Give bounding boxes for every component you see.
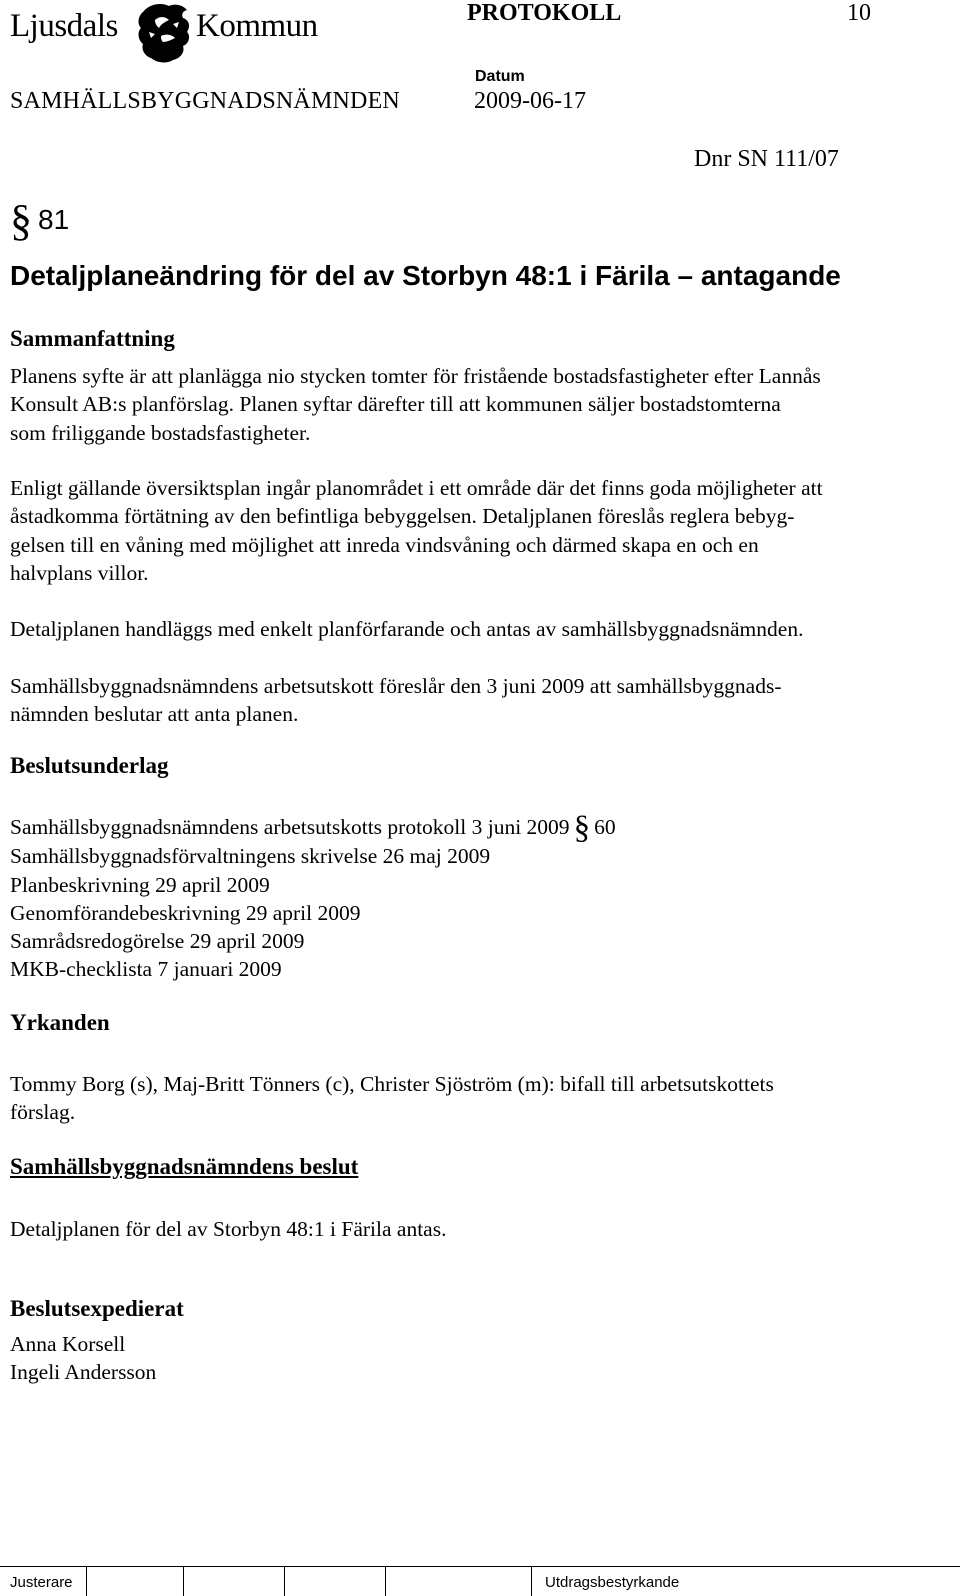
motions-paragraph xyxy=(10,1070,945,1127)
text-line: Planens syfte är att planlägga nio stycken tomter för fristående bostadsfastigheter efter Lannås xyxy=(10,364,821,388)
summary-paragraph-2 xyxy=(10,474,945,587)
list-item: Planbeskrivning 29 april 2009 xyxy=(10,872,270,897)
text-line: nämnden beslutar att anta planen. xyxy=(10,702,299,727)
footer-utdrag-label: Utdragsbestyrkande xyxy=(545,1574,680,1591)
heading-beslutsunderlag: Beslutsunderlag xyxy=(10,753,169,778)
text-line: Samhällsbyggnadsnämndens arbetsutskott föreslår den 3 juni 2009 att samhällsbyggnads- xyxy=(10,674,782,698)
list-item-number: 60 xyxy=(594,815,616,839)
text-line: åstadkomma förtätning av den befintliga bebyggelsen. Detaljplanen föreslås reglera bebyg- xyxy=(10,504,795,529)
section-number xyxy=(10,195,69,246)
organization-name: SAMHÄLLSBYGGNADSNÄMNDEN xyxy=(10,88,400,114)
logo-text-right: Kommun xyxy=(196,8,318,44)
text-line: halvplans villor. xyxy=(10,560,149,585)
signature-box xyxy=(86,1566,87,1596)
summary-paragraph-4 xyxy=(10,672,945,729)
list-item: Anna Korsell xyxy=(10,1332,126,1356)
date-label: Datum xyxy=(475,68,525,85)
text-line: gelsen till en våning med möjlighet att inreda vindsvåning och därmed skapa en och en xyxy=(10,532,759,557)
list-item xyxy=(10,810,945,846)
section-number-value: 81 xyxy=(38,204,70,235)
heading-decision: Samhällsbyggnadsnämndens beslut xyxy=(10,1154,359,1179)
signature-box xyxy=(183,1566,184,1596)
list-item: MKB-checklista 7 januari 2009 xyxy=(10,957,282,982)
text-line: Konsult AB:s planförslag. Planen syftar därefter till att kommunen säljer bostadstomterna xyxy=(10,392,781,417)
date-value: 2009-06-17 xyxy=(474,88,586,114)
footer-justerare-label: Justerare xyxy=(10,1574,73,1591)
text-line: Tommy Borg (s), Maj-Britt Tönners (c), Christer Sjöström (m): bifall till arbetsutskottets xyxy=(10,1072,774,1096)
section-title: Detaljplaneändring för del av Storbyn 48:1 i Färila – antagande xyxy=(10,260,841,291)
diary-number: Dnr SN 111/07 xyxy=(694,146,839,172)
list-item: Genomförandebeskrivning 29 april 2009 xyxy=(10,900,361,925)
basis-list xyxy=(10,810,945,984)
logo-text-left: Ljusdals xyxy=(10,8,118,44)
list-item: Samhällsbyggnadsförvaltningens skrivelse 26 maj 2009 xyxy=(10,844,491,869)
list-item: Ingeli Andersson xyxy=(10,1360,157,1385)
heading-sammanfattning: Sammanfattning xyxy=(10,326,175,351)
text-line: förslag. xyxy=(10,1100,76,1125)
text-line: Enligt gällande översiktsplan ingår planområdet i ett område där det finns goda möjligheter att xyxy=(10,476,823,500)
text-line: som friliggande bostadsfastigheter. xyxy=(10,420,311,445)
heading-distribution: Beslutsexpedierat xyxy=(10,1296,184,1321)
signature-box xyxy=(385,1566,386,1596)
page-number: 10 xyxy=(847,0,871,26)
list-item: Samrådsredogörelse 29 april 2009 xyxy=(10,929,305,954)
list-item-text: Samhällsbyggnadsnämndens arbetsutskotts protokoll 3 juni 2009 xyxy=(10,815,570,839)
summary-paragraph-3: Detaljplanen handläggs med enkelt planförfarande och antas av samhällsbyggnadsnämnden. xyxy=(10,617,804,641)
signature-box xyxy=(284,1566,285,1596)
distribution-list xyxy=(10,1330,945,1387)
signature-box xyxy=(531,1566,532,1596)
heading-yrkanden: Yrkanden xyxy=(10,1010,110,1035)
footer-divider xyxy=(0,1566,960,1567)
lion-crest-icon xyxy=(135,2,193,64)
section-symbol: § xyxy=(10,196,32,245)
signature-footer xyxy=(0,1566,960,1596)
section-symbol: § xyxy=(573,810,591,846)
summary-paragraph-1 xyxy=(10,362,945,447)
document-type: PROTOKOLL xyxy=(467,0,622,26)
decision-text: Detaljplanen för del av Storbyn 48:1 i Färila antas. xyxy=(10,1217,447,1241)
